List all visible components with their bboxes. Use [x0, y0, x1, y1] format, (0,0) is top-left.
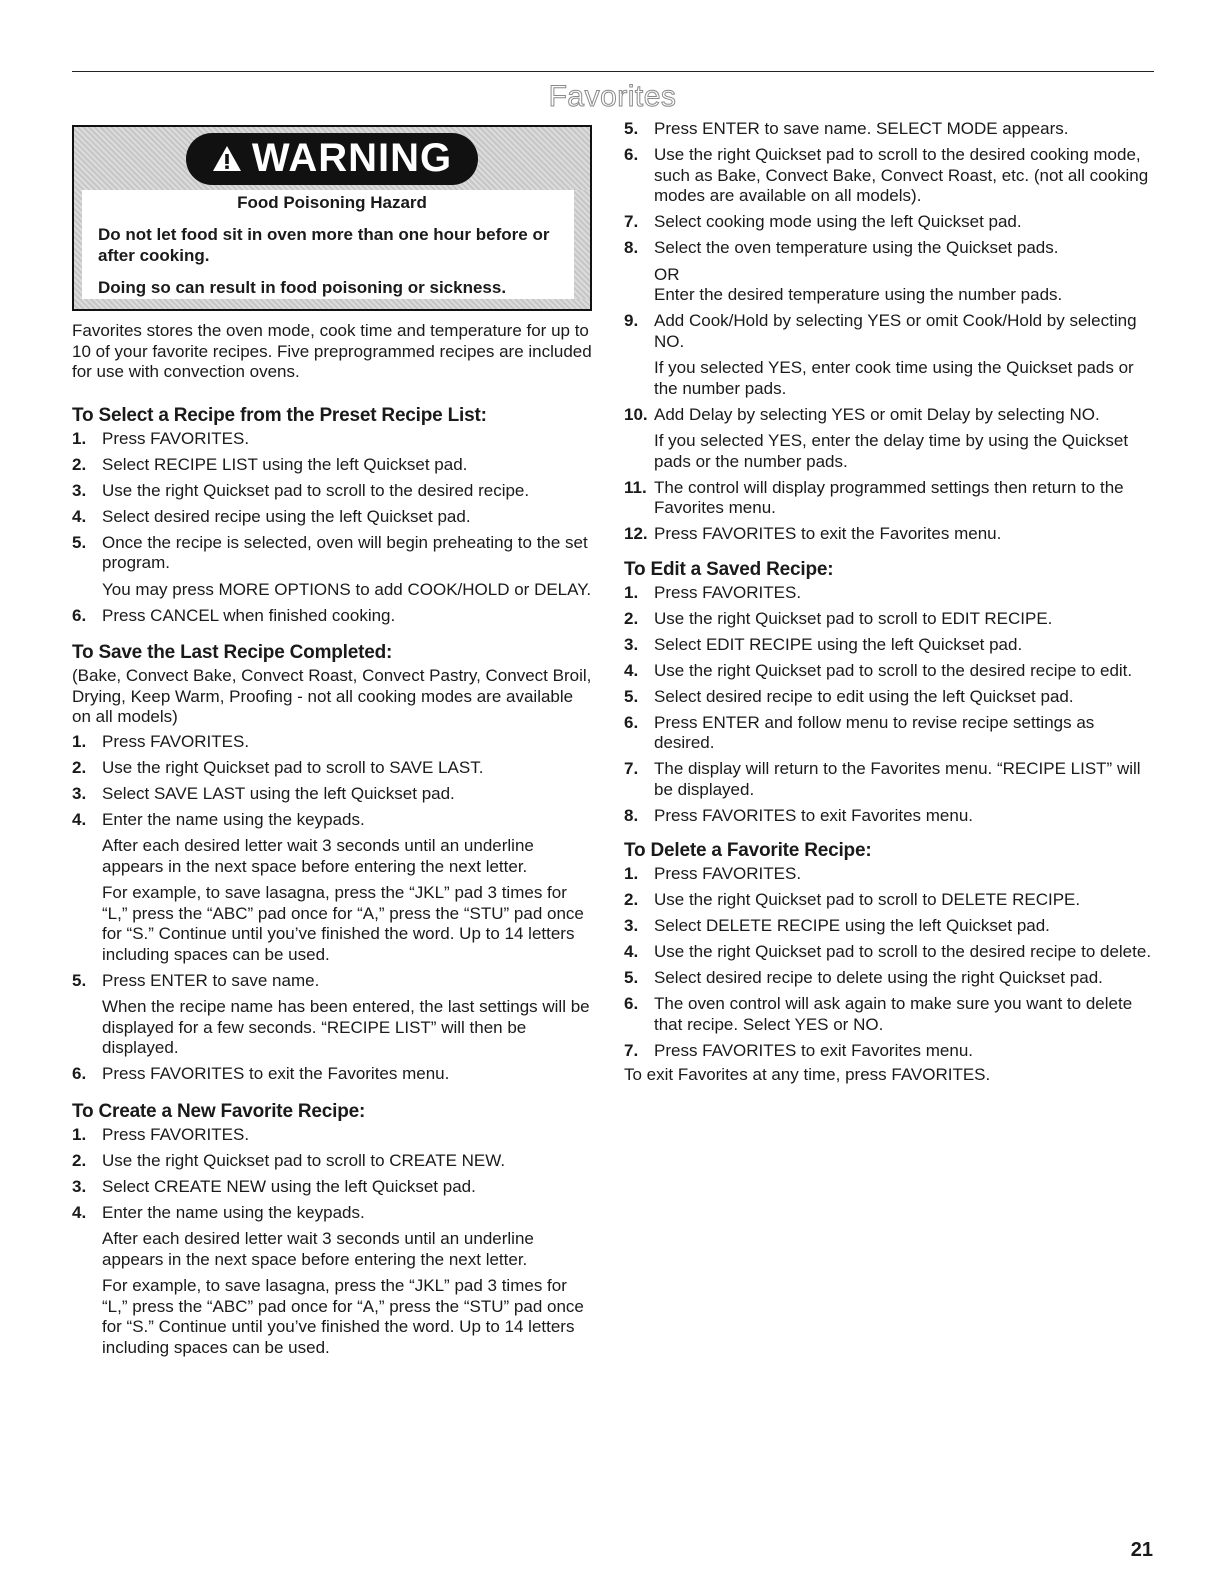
left-column: [72, 321, 592, 1364]
list-item: 4. Use the right Quickset pad to scroll to the desired recipe to delete.: [624, 942, 1152, 961]
list-item: 11. The control will display programmed settings then return to the Favorites menu.: [624, 477, 1124, 517]
list-item: 2. Use the right Quickset pad to scroll to CREATE NEW.: [72, 1150, 506, 1170]
list-item: 5. Press ENTER to save name. When the recipe name has been entered, the last settings will be displayed for a few seconds. “RECIPE LIST” will then be displayed.: [72, 970, 590, 1057]
create-new-steps-part1: [72, 1125, 592, 1359]
select-recipe-steps: [72, 429, 592, 627]
list-item: 6. Use the right Quickset pad to scroll to the desired cooking mode, such as Bake, Convect Bake, Convect Roast, etc. (not all cooking modes are available on all models).: [624, 145, 1149, 205]
list-item: 8. Select the oven temperature using the Quickset pads. OR Enter the desired temperature using the number pads.: [624, 238, 1063, 304]
list-item: 3. Select SAVE LAST using the left Quickset pad.: [72, 783, 455, 803]
warning-bottom-hatch: [74, 299, 590, 309]
list-item: 1. Press FAVORITES.: [72, 1124, 250, 1144]
warning-triangle-icon: [212, 144, 242, 174]
delete-footer-text: To exit Favorites at any time, press FAVORITES.: [624, 1064, 991, 1084]
list-item: 6. Press CANCEL when finished cooking.: [72, 605, 396, 625]
list-item: 6. The oven control will ask again to make sure you want to delete that recipe. Select YES or NO.: [624, 994, 1133, 1034]
list-item: 5. Press ENTER to save name. SELECT MODE appears.: [624, 119, 1069, 138]
list-item: 2. Use the right Quickset pad to scroll to DELETE RECIPE.: [624, 890, 1081, 909]
edit-recipe-heading: To Edit a Saved Recipe:: [624, 558, 834, 580]
save-last-heading: To Save the Last Recipe Completed:: [72, 642, 393, 663]
hazard-line-2: Doing so can result in food poisoning or sickness.: [98, 278, 507, 297]
list-item: 2. Use the right Quickset pad to scroll to SAVE LAST.: [72, 757, 484, 777]
list-item: 4. Select desired recipe using the left Quickset pad.: [72, 506, 471, 526]
warning-banner: [74, 127, 590, 190]
right-column: [624, 119, 1154, 1085]
edit-recipe-steps: [624, 583, 1154, 827]
list-item: 3. Select DELETE RECIPE using the left Quickset pad.: [624, 916, 1050, 935]
list-item: 1. Press FAVORITES.: [72, 428, 250, 448]
list-item: 3. Select CREATE NEW using the left Quickset pad.: [72, 1176, 476, 1196]
save-last-note: (Bake, Convect Bake, Convect Roast, Convect Pastry, Convect Broil, Drying, Keep Warm, Proofing - not all cooking modes are available on all models): [72, 666, 592, 726]
hazard-line-1: Do not let food sit in oven more than one hour before or after cooking.: [98, 225, 550, 265]
list-item: 2. Select RECIPE LIST using the left Quickset pad.: [72, 454, 468, 474]
create-new-steps-part2: [624, 119, 1154, 545]
list-item: 2. Use the right Quickset pad to scroll to EDIT RECIPE.: [624, 608, 1053, 628]
select-recipe-heading: To Select a Recipe from the Preset Recipe List:: [72, 404, 487, 426]
list-item: 4. Use the right Quickset pad to scroll to the desired recipe to edit.: [624, 660, 1133, 680]
list-item: 12. Press FAVORITES to exit the Favorites menu.: [624, 524, 1002, 543]
list-item: 5. Select desired recipe to edit using the left Quickset pad.: [624, 686, 1074, 706]
save-last-steps: [72, 732, 592, 1085]
list-item: 4. Enter the name using the keypads. After each desired letter wait 3 seconds until an underline appears in the next space before entering the next letter. For example, to save lasagna, press the “JKL” pad 3 times for “L,” press the “ABC” pad once for “A,” press the “STU” pad once for “S.” Continue until you’ve finished the word. Up to 14 letters including spaces can be used.: [72, 1202, 584, 1357]
list-item: 1. Press FAVORITES.: [72, 731, 250, 751]
warning-box: [72, 125, 592, 311]
list-item: 7. Press FAVORITES to exit Favorites menu.: [624, 1040, 974, 1060]
warning-pill: [186, 133, 478, 185]
list-item: 3. Select EDIT RECIPE using the left Quickset pad.: [624, 634, 1023, 654]
hazard-title: Food Poisoning Hazard: [237, 193, 427, 212]
intro-text: Favorites stores the oven mode, cook time and temperature for up to 10 of your favorite recipes. Five preprogrammed recipes are included for use with convection ovens.: [72, 321, 592, 381]
warning-label: WARNING: [251, 136, 453, 180]
list-item: 7. Select cooking mode using the left Quickset pad.: [624, 212, 1022, 231]
list-item: 8. Press FAVORITES to exit Favorites menu.: [624, 805, 974, 825]
page-title: Favorites: [548, 80, 677, 113]
list-item: 6. Press FAVORITES to exit the Favorites menu.: [72, 1064, 450, 1083]
list-item: 5. Select desired recipe to delete using the right Quickset pad.: [624, 968, 1103, 987]
list-item: 6. Press ENTER and follow menu to revise recipe settings as desired.: [624, 712, 1095, 752]
list-item: 4. Enter the name using the keypads. After each desired letter wait 3 seconds until an underline appears in the next space before entering the next letter. For example, to save lasagna, press the “JKL” pad 3 times for “L,” press the “ABC” pad once for “A,” press the “STU” pad once for “S.” Continue until you’ve finished the word. Up to 14 letters including spaces can be used.: [72, 809, 584, 964]
list-item: 1. Press FAVORITES.: [624, 864, 802, 883]
list-item: 3. Use the right Quickset pad to scroll to the desired recipe.: [72, 480, 530, 500]
list-item: 5. Once the recipe is selected, oven will begin preheating to the set program. You may press MORE OPTIONS to add COOK/HOLD or DELAY.: [72, 532, 592, 599]
list-item: 1. Press FAVORITES.: [624, 582, 802, 602]
delete-recipe-steps: [624, 864, 1154, 1061]
list-item: 10. Add Delay by selecting YES or omit Delay by selecting NO. If you selected YES, enter the delay time by using the Quickset pads or the number pads.: [624, 404, 1129, 471]
page-number: 21: [1130, 1539, 1153, 1561]
list-item: 7. The display will return to the Favorites menu. “RECIPE LIST” will be displayed.: [624, 759, 1141, 799]
list-item: 9. Add Cook/Hold by selecting YES or omit Cook/Hold by selecting NO. If you selected YES, enter cook time using the Quickset pads or the number pads.: [624, 311, 1137, 398]
delete-recipe-heading: To Delete a Favorite Recipe:: [624, 840, 872, 861]
create-new-heading: To Create a New Favorite Recipe:: [72, 1100, 366, 1122]
top-rule: [72, 71, 1154, 72]
